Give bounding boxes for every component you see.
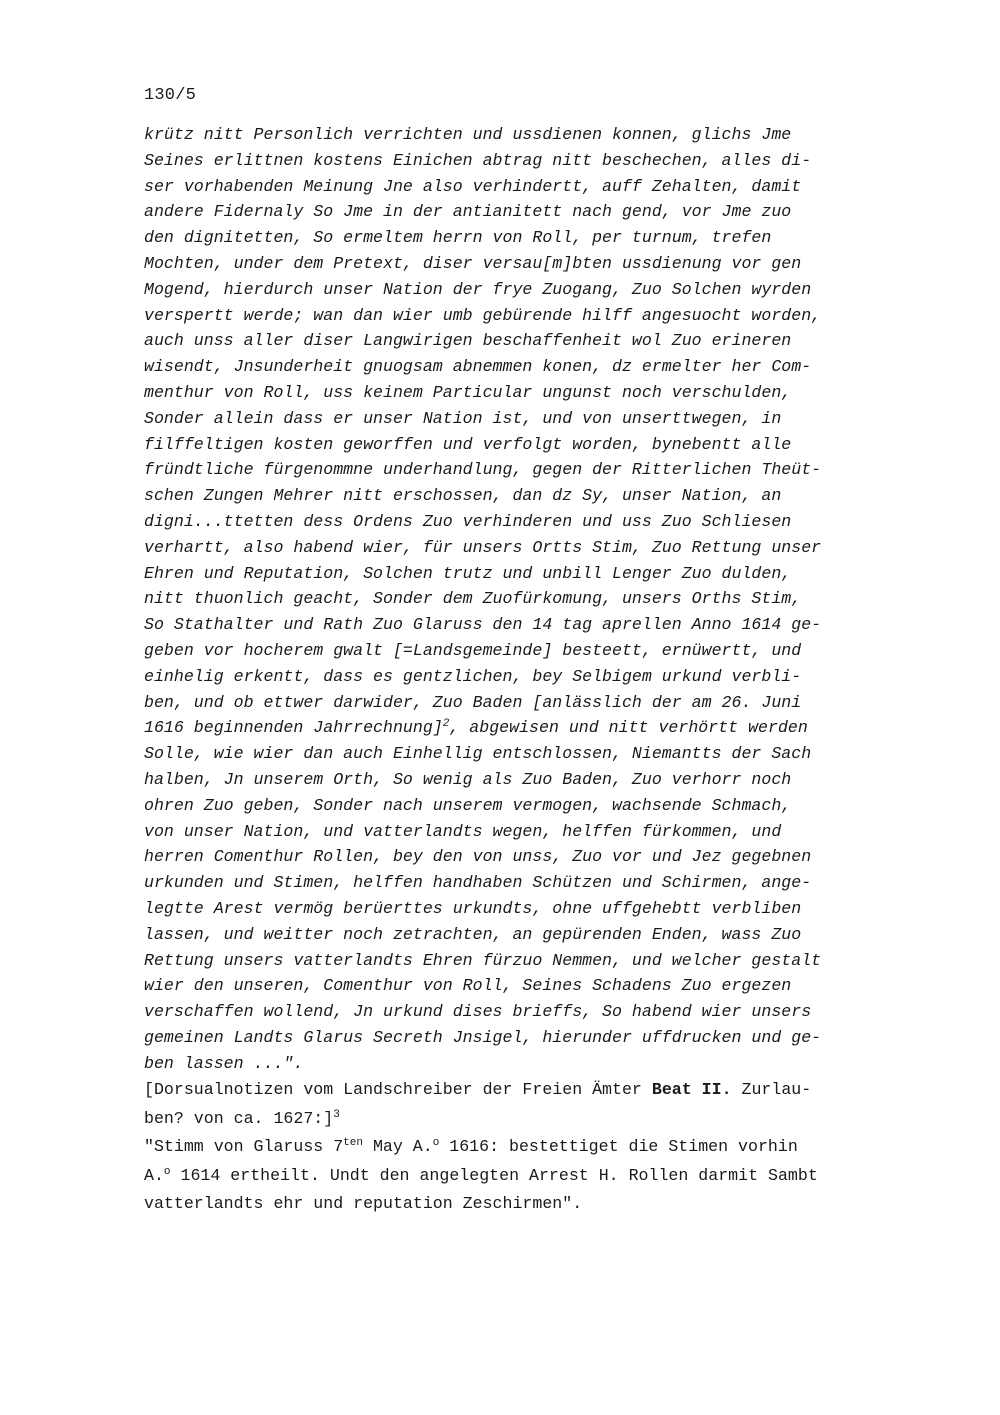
text-line: Mochten, under dem Pretext, diser versau[m]bten ussdienung vor gen xyxy=(144,253,802,273)
text-line: einhelig erkentt, dass es gentzlichen, bey Selbigem urkund verbli- xyxy=(144,666,802,686)
dorsual-notes xyxy=(144,1076,924,1219)
text-line: Seines erlittnen kostens Einichen abtrag nitt beschechen, alles di- xyxy=(144,150,812,170)
text-line: ser vorhabenden Meinung Jne also verhindertt, auff Zehalten, damit xyxy=(144,176,802,196)
text-line: Mogend, hierdurch unser Nation der frye Zuogang, Zuo Solchen wyrden xyxy=(144,279,812,299)
text-line: Sonder allein dass er unser Nation ist, und von unserttwegen, in xyxy=(144,408,782,428)
superscript: ten xyxy=(343,1137,363,1150)
text-fragment: ben? von ca. 1627:] xyxy=(144,1108,334,1128)
text-line xyxy=(144,1162,924,1191)
text-line xyxy=(144,1076,924,1105)
text-line: verhartt, also habend wier, für unsers Ortts Stim, Zuo Rettung unser xyxy=(144,537,822,557)
text-line xyxy=(144,1133,924,1162)
text-line: legtte Arest vermög berüerttes urkundts, ohne uffgehebtt verbliben xyxy=(144,898,802,918)
quoted-letter xyxy=(144,122,924,1076)
text-line xyxy=(144,715,924,741)
text-fragment: 1616: bestettiget die Stimen vorhin xyxy=(439,1137,798,1157)
footnote-marker: 2 xyxy=(442,718,450,731)
text-line: Ehren und Reputation, Solchen trutz und unbill Lenger Zuo dulden, xyxy=(144,563,792,583)
text-line: wisendt, Jnsunderheit gnuogsam abnemmen konen, dz ermelter her Com- xyxy=(144,357,812,377)
text-line: halben, Jn unserem Orth, So wenig als Zuo Baden, Zuo verhorr noch xyxy=(144,769,792,789)
text-fragment: A. xyxy=(144,1165,164,1185)
text-line: den dignitetten, So ermeltem herrn von Roll, per turnum, trefen xyxy=(144,228,772,248)
text-line: von unser Nation, und vatterlandts wegen, helffen fürkommen, und xyxy=(144,821,782,841)
text-fragment: 1616 beginnenden Jahrrechnung] xyxy=(144,718,443,738)
text-line: geben vor hocherem gwalt [=Landsgemeinde] besteett, ernüwertt, und xyxy=(144,640,802,660)
text-line: digni...ttetten dess Ordens Zuo verhinderen und uss Zuo Schliesen xyxy=(144,511,792,531)
document-body xyxy=(144,122,924,1219)
text-line: verschaffen wollend, Jn urkund dises brieffs, So habend wier unsers xyxy=(144,1002,812,1022)
text-line: andere Fidernaly So Jme in der antianitett nach gend, vor Jme zuo xyxy=(144,202,792,222)
text-fragment: "Stimm von Glaruss 7 xyxy=(144,1137,344,1157)
text-line: So Stathalter und Rath Zuo Glaruss den 14 tag aprellen Anno 1614 ge- xyxy=(144,615,822,635)
text-line: fründtliche fürgenommne underhandlung, gegen der Ritterlichen Theüt- xyxy=(144,460,822,480)
text-line: lassen, und weitter noch zetrachten, an gepürenden Enden, wass Zuo xyxy=(144,924,802,944)
text-line: vatterlandts ehr und reputation Zeschirmen". xyxy=(144,1194,583,1214)
text-fragment: [Dorsualnotizen vom Landschreiber der Freien Ämter xyxy=(144,1080,652,1100)
text-fragment: , abgewisen und nitt verhörtt werden xyxy=(449,718,808,738)
text-line: wier den unseren, Comenthur von Roll, Seines Schadens Zuo ergezen xyxy=(144,976,792,996)
superscript: o xyxy=(163,1165,171,1178)
text-line: Rettung unsers vatterlandts Ehren fürzuo Nemmen, und welcher gestalt xyxy=(144,950,822,970)
superscript: o xyxy=(432,1137,440,1150)
text-fragment: Zurlau- xyxy=(731,1080,812,1100)
text-line xyxy=(144,1105,924,1134)
text-line: verspertt werde; wan dan wier umb gebürende hilff angesuocht worden, xyxy=(144,305,822,325)
text-line: ben, und ob ettwer darwider, Zuo Baden [anlässlich der am 26. Juni xyxy=(144,692,802,712)
text-line: nitt thuonlich geacht, Sonder dem Zuofürkomung, unsers Orths Stim, xyxy=(144,589,802,609)
text-line: filffeltigen kosten geworffen und verfolgt worden, bynebentt alle xyxy=(144,434,792,454)
text-line: menthur von Roll, uss keinem Particular ungunst noch verschulden, xyxy=(144,382,792,402)
text-line: ben lassen ...". xyxy=(144,1053,304,1073)
text-line: urkunden und Stimen, helffen handhaben Schützen und Schirmen, ange- xyxy=(144,873,812,893)
text-line: ohren Zuo geben, Sonder nach unserem vermogen, wachsende Schmach, xyxy=(144,795,792,815)
text-line: krütz nitt Personlich verrichten und ussdienen konnen, glichs Jme xyxy=(144,125,792,144)
text-line: herren Comenthur Rollen, bey den von unss, Zuo vor und Jez gegebnen xyxy=(144,847,812,867)
text-line: gemeinen Landts Glarus Secreth Jnsigel, hierunder uffdrucken und ge- xyxy=(144,1027,822,1047)
person-name: Beat II. xyxy=(651,1080,732,1100)
page-number: 130/5 xyxy=(144,86,197,105)
text-fragment: 1614 ertheilt. Undt den angelegten Arrest H. Rollen darmit Sambt xyxy=(170,1165,818,1185)
text-line: auch unss aller diser Langwirigen beschaffenheit wol Zuo erineren xyxy=(144,331,792,351)
text-line: Solle, wie wier dan auch Einhellig entschlossen, Niemantts der Sach xyxy=(144,744,812,764)
text-line: schen Zungen Mehrer nitt erschossen, dan dz Sy, unser Nation, an xyxy=(144,486,782,506)
text-fragment: May A. xyxy=(362,1137,433,1157)
footnote-marker: 3 xyxy=(333,1108,340,1121)
